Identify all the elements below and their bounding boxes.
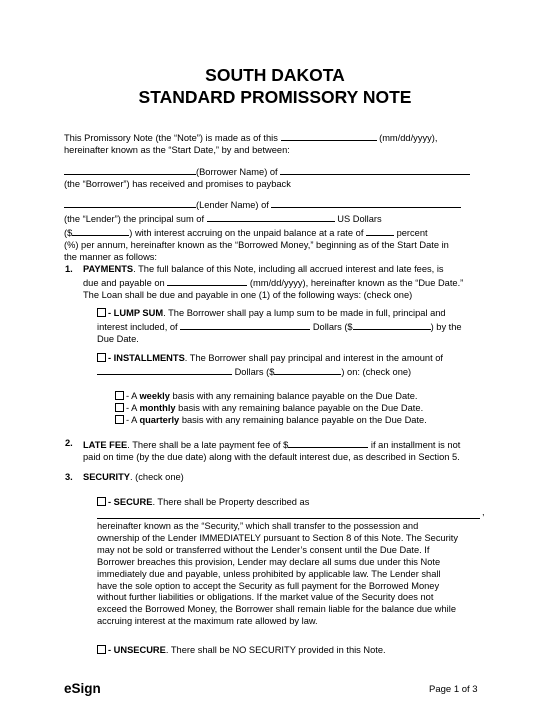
secure-body-line: exceed the Borrowed Money, the Borrower shall remain liable for the balance due while: [97, 604, 456, 615]
section-number: 1.: [65, 264, 73, 274]
frequency-option: - A weekly basis with any remaining balance payable on the Due Date.: [115, 391, 550, 403]
monthly-checkbox[interactable]: [115, 403, 124, 412]
secure-body-line: hereinafter known as the “Security,” which shall transfer to the possession and: [97, 521, 419, 531]
lump-sum-text-2: interest included, of: [97, 321, 178, 332]
comma: ,: [482, 507, 485, 517]
option-heading: - INSTALLMENTS: [108, 353, 185, 363]
frequency-option: - A monthly basis with any remaining balance payable on the Due Date.: [115, 403, 550, 415]
lump-sum-option: [97, 308, 537, 346]
borrower-name-blank[interactable]: [64, 165, 196, 175]
section-late-fee: [65, 438, 523, 464]
unsecure-checkbox[interactable]: [97, 645, 106, 654]
secure-text: . There shall be Property described as: [152, 497, 310, 507]
frequency-option: - A quarterly basis with any remaining balance payable on the Due Date.: [115, 415, 550, 427]
section-security: [65, 472, 523, 484]
percent-text: percent: [396, 227, 428, 238]
principal-text: (the “Lender”) the principal sum of: [64, 213, 205, 224]
secure-body-line: have the sole option to accept the Security as full payment for the Borrowed Money: [97, 580, 440, 591]
lump-sum-text: . The Borrower shall pay a lump sum to be made in full, principal and: [163, 308, 446, 318]
option-heading: - UNSECURE: [108, 645, 166, 655]
weekly-checkbox[interactable]: [115, 391, 124, 400]
on-text: ) on: (check one): [341, 366, 412, 377]
document-title-state: SOUTH DAKOTA: [205, 65, 345, 85]
secure-body-line: accruing interest at the maximum rate allowed by law.: [97, 616, 318, 627]
property-description-blank[interactable]: [97, 507, 480, 519]
lump-sum-amount-blank[interactable]: [353, 320, 431, 330]
late-fee-text-2: if an installment is not: [370, 440, 461, 450]
dollars-text: Dollars ($: [312, 321, 353, 332]
by-the-text: ) by the: [430, 321, 462, 332]
secure-body-line: may not be sold or transferred without the Lender’s consent until the Due Date. If: [97, 544, 430, 555]
unsecure-text: . There shall be NO SECURITY provided in this Note.: [165, 645, 386, 655]
us-dollars-text: US Dollars: [337, 213, 382, 224]
option-heading: - LUMP SUM: [108, 308, 164, 318]
secure-body-line: without further liabilities or obligations. If the market value of the Security does not: [97, 592, 434, 603]
option-heading: - SECURE: [108, 497, 153, 507]
borrower-address-blank[interactable]: [280, 165, 470, 175]
due-date-blank[interactable]: [167, 276, 247, 286]
section-heading: LATE FEE: [83, 440, 128, 450]
due-date-label: Due Date.: [97, 333, 139, 344]
per-annum-text: (%) per annum, hereinafter known as the “Borrowed Money,” beginning as of the Start Date in: [64, 239, 449, 250]
installments-option: [97, 353, 537, 379]
date-format-text: (mm/dd/yyyy),: [379, 133, 438, 143]
secure-body-line: immediately due and payable, unless prohibited by applicable law. The Lender shall: [97, 568, 441, 579]
interest-text: ) with interest accruing on the unpaid balance at a rate of: [129, 227, 364, 238]
intro-text-2: hereinafter known as the “Start Date,” by and between:: [64, 144, 290, 155]
secure-body-line: ownership of the Lender IMMEDIATELY pursuant to Section 8 of this Note. The Security: [97, 532, 459, 543]
due-text: due and payable on: [83, 277, 165, 288]
borrower-paragraph: [64, 165, 504, 191]
late-fee-text-3: paid on time (by the due date) along with the default interest due, as described in Section 5.: [83, 451, 460, 462]
due-date-text: (mm/dd/yyyy), hereinafter known as the “Due Date.”: [249, 277, 464, 288]
late-fee-text: . There shall be a late payment fee of $: [127, 440, 289, 450]
section-number: 3.: [65, 472, 73, 482]
dollar-sign: ($: [64, 227, 73, 238]
interest-rate-blank[interactable]: [366, 226, 394, 236]
quarterly-checkbox[interactable]: [115, 415, 124, 424]
lender-name-label: (Lender Name) of: [196, 200, 269, 210]
document-title: STANDARD PROMISSORY NOTE: [138, 87, 412, 107]
installment-words-blank[interactable]: [97, 365, 232, 375]
section-payments: [65, 264, 523, 302]
lender-address-blank[interactable]: [271, 198, 461, 208]
principal-words-blank[interactable]: [207, 212, 335, 222]
lump-sum-words-blank[interactable]: [180, 320, 310, 330]
section-heading: PAYMENTS: [83, 264, 134, 274]
secure-body: [97, 521, 537, 628]
installment-amount-blank[interactable]: [274, 365, 341, 375]
borrower-name-label: (Borrower Name) of: [196, 167, 278, 177]
late-fee-blank[interactable]: [288, 438, 368, 448]
page-number: Page 1 of 3: [429, 684, 478, 695]
security-text: . (check one): [130, 472, 184, 482]
installment-frequency-list: [115, 391, 550, 427]
manner-text: the manner as follows:: [64, 251, 158, 262]
intro-text: This Promissory Note (the “Note”) is made as of this: [64, 133, 278, 143]
borrower-text: (the “Borrower”) has received and promises to payback: [64, 178, 291, 189]
lump-sum-checkbox[interactable]: [97, 308, 106, 317]
section-number: 2.: [65, 438, 73, 448]
installments-checkbox[interactable]: [97, 353, 106, 362]
lender-paragraph: [64, 198, 504, 264]
principal-amount-blank[interactable]: [72, 226, 129, 236]
brand-logo: eSign: [64, 681, 101, 696]
unsecure-option: [97, 645, 537, 657]
section-heading: SECURITY: [83, 472, 131, 482]
start-date-blank[interactable]: [281, 131, 377, 141]
payments-text: . The full balance of this Note, including all accrued interest and late fees, is: [133, 264, 444, 274]
secure-body-line: Borrower breaches this provision, Lender may declare all sums due under this Note: [97, 556, 441, 567]
installments-text: . The Borrower shall pay principal and interest in the amount of: [184, 353, 443, 363]
dollars-text: Dollars ($: [234, 366, 275, 377]
secure-checkbox[interactable]: [97, 497, 106, 506]
lender-name-blank[interactable]: [64, 198, 196, 208]
payment-method-text: The Loan shall be due and payable in one (1) of the following ways: (check one): [83, 289, 413, 300]
intro-paragraph: [64, 131, 504, 157]
